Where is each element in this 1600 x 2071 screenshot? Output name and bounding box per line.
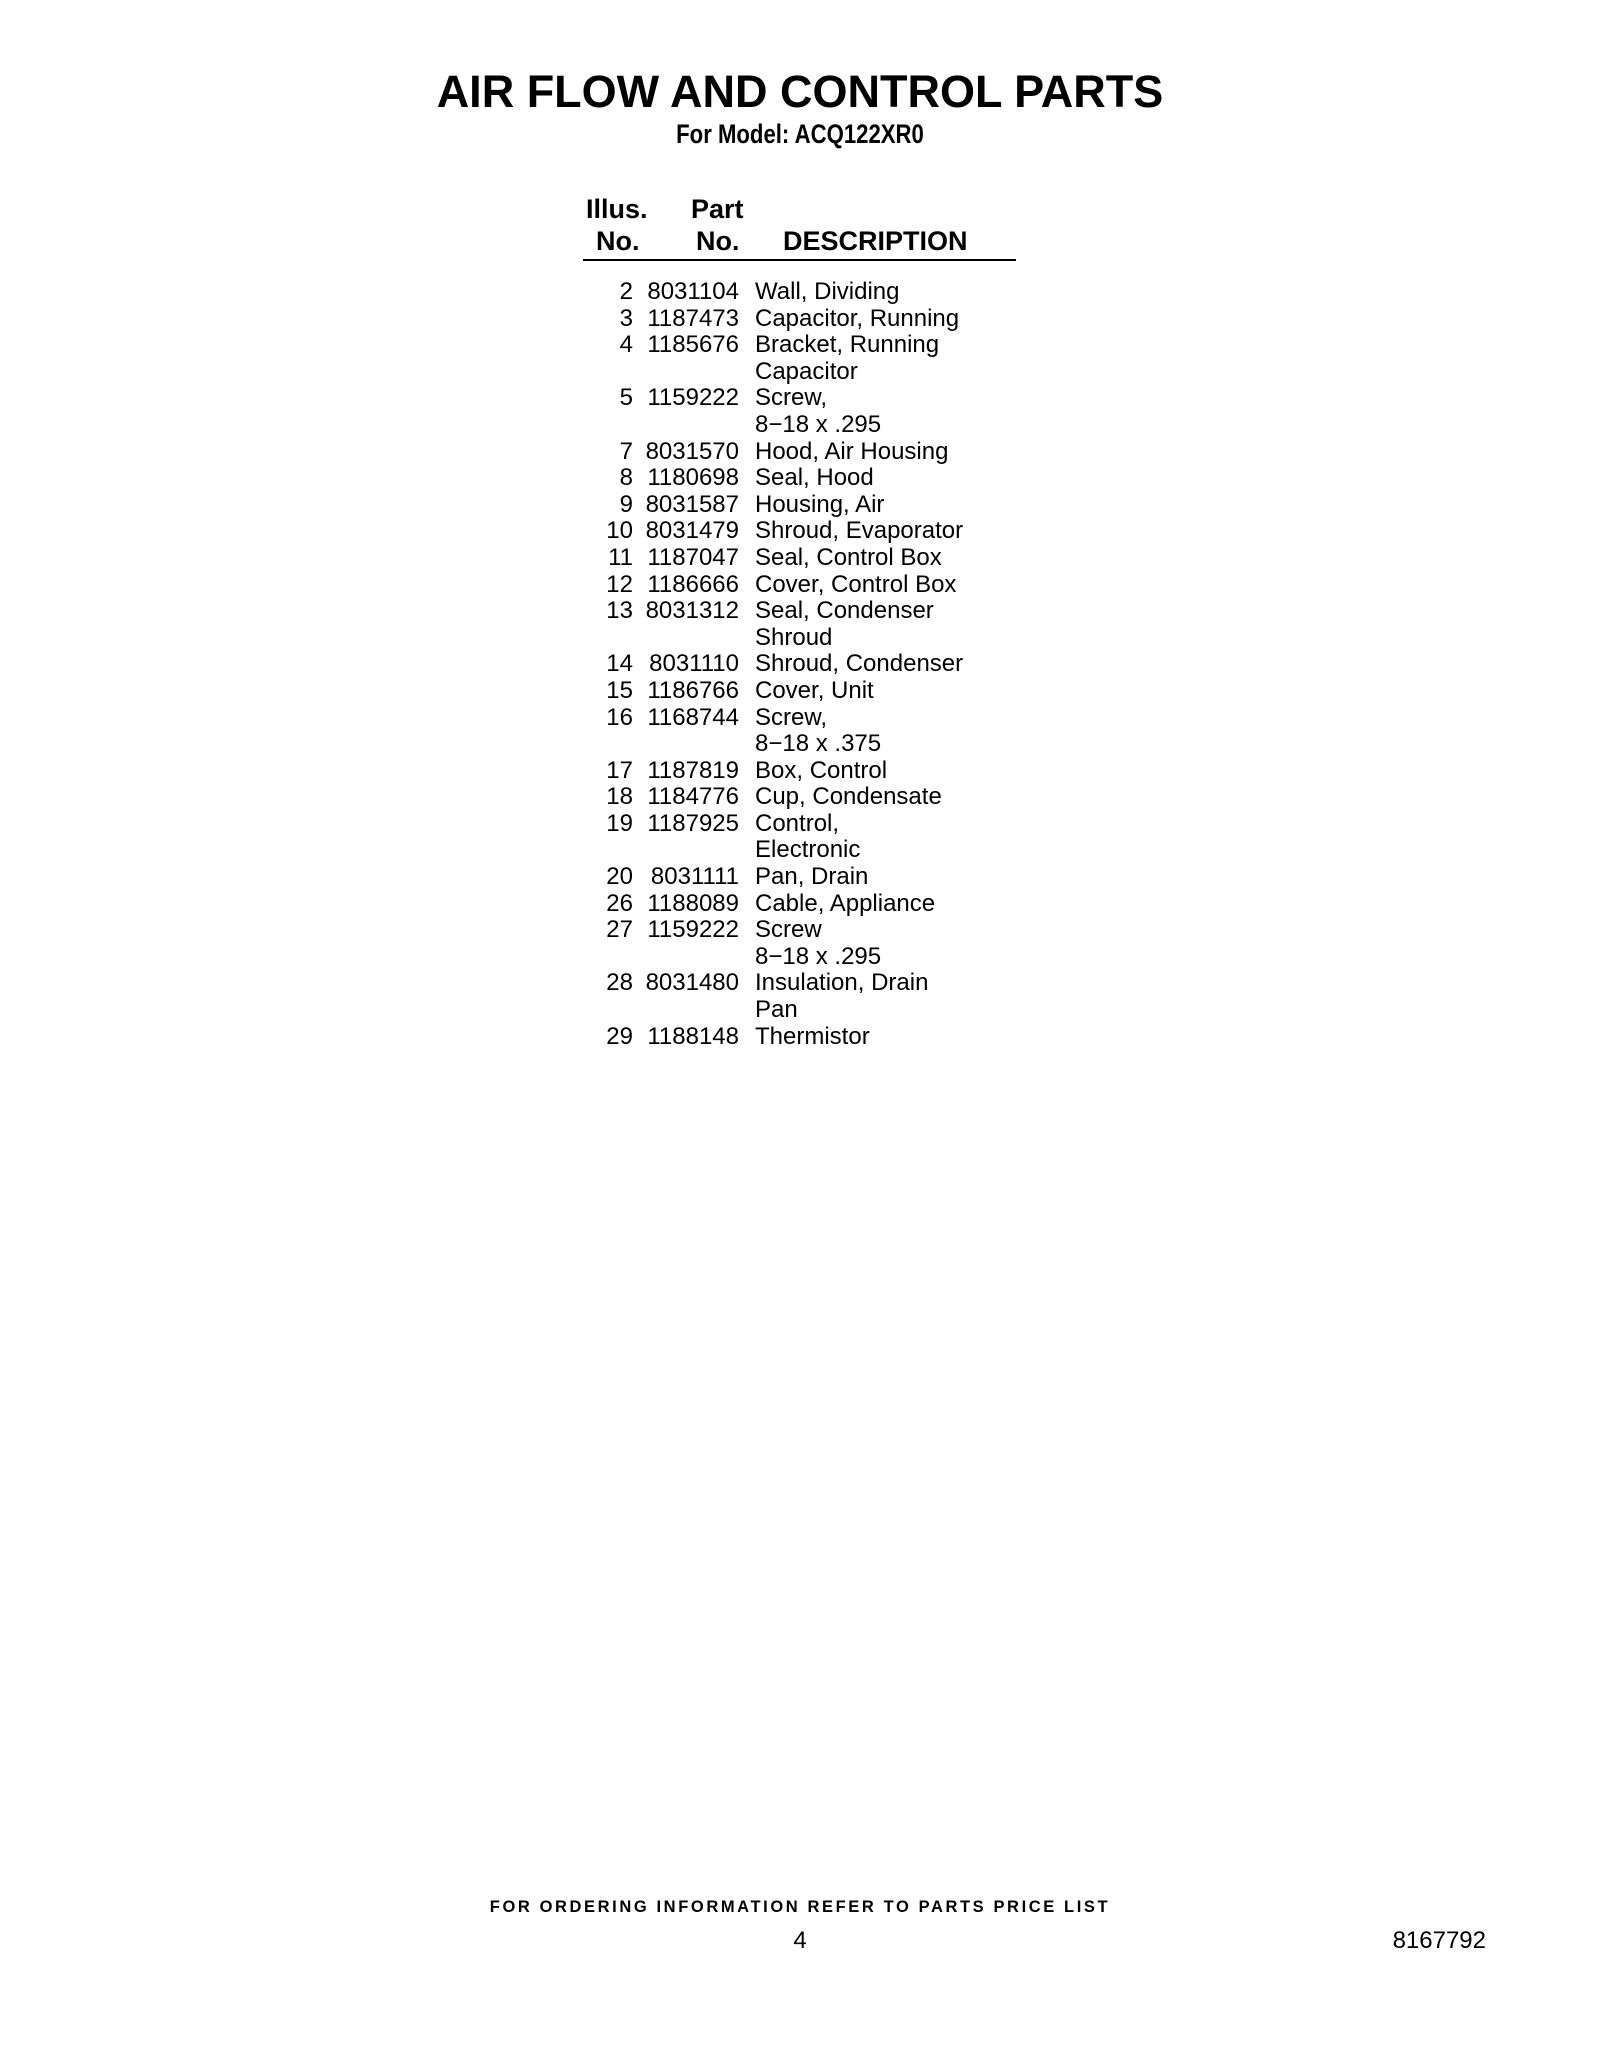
part-description <box>739 492 1016 519</box>
part-number: 1168744 <box>647 703 739 731</box>
header-illus-line1: Illus. <box>586 194 648 224</box>
part-number: 8031570 <box>645 437 739 465</box>
illus-number: 17 <box>606 756 633 784</box>
part-description <box>739 651 1016 678</box>
illus-number: 9 <box>619 490 633 518</box>
description-line: Seal, Control Box <box>755 543 942 571</box>
description-line: Thermistor <box>755 1022 870 1050</box>
part-number: 1185676 <box>647 331 739 359</box>
description-line: Screw, <box>755 384 828 412</box>
illus-number: 28 <box>606 969 633 997</box>
table-row <box>583 1024 1016 1051</box>
table-row <box>583 306 1016 333</box>
model-subtitle: For Model: ACQ122XR0 <box>676 119 924 149</box>
description-line: 8−18 x .295 <box>755 410 882 438</box>
page-title: AIR FLOW AND CONTROL PARTS <box>436 66 1164 117</box>
part-number: 1187819 <box>647 756 739 784</box>
illus-number: 2 <box>619 278 633 305</box>
description-line: Housing, Air <box>755 490 885 518</box>
table-row <box>583 864 1016 891</box>
part-number: 1188148 <box>647 1022 739 1050</box>
part-description <box>739 864 1016 891</box>
part-description <box>739 758 1016 785</box>
part-number: 1180698 <box>647 464 739 492</box>
part-description <box>739 917 1016 970</box>
description-line: Electronic <box>755 836 861 864</box>
table-row <box>583 572 1016 599</box>
illus-number: 13 <box>606 597 633 625</box>
illus-number: 7 <box>619 437 633 465</box>
table-row <box>583 518 1016 545</box>
illus-number: 11 <box>608 543 633 571</box>
part-description <box>739 332 1016 385</box>
table-header <box>583 193 1016 261</box>
table-row <box>583 439 1016 466</box>
header-illus-line2: No. <box>596 226 640 256</box>
illus-number: 15 <box>606 676 633 704</box>
part-number: 1159222 <box>647 384 739 412</box>
header-part-line2: No. <box>696 226 740 256</box>
part-number: 8031479 <box>645 517 739 545</box>
illus-number: 12 <box>606 570 633 598</box>
description-line: 8−18 x .375 <box>755 730 882 758</box>
part-description <box>739 306 1016 333</box>
table-row <box>583 891 1016 918</box>
description-line: Seal, Condenser <box>755 597 934 625</box>
part-description <box>739 465 1016 492</box>
part-number: 1187047 <box>647 543 739 571</box>
parts-list <box>583 279 1016 1050</box>
illus-number: 26 <box>606 889 633 917</box>
table-row <box>583 705 1016 758</box>
part-number: 1186666 <box>647 570 739 598</box>
part-description <box>739 1024 1016 1051</box>
part-description <box>739 572 1016 599</box>
illus-number: 14 <box>606 650 633 678</box>
illus-number: 29 <box>606 1022 633 1050</box>
description-line: Wall, Dividing <box>755 278 900 305</box>
table-row <box>583 598 1016 651</box>
table-row <box>583 279 1016 306</box>
part-number: 8031110 <box>649 650 739 678</box>
description-line: Box, Control <box>755 756 888 784</box>
illus-number: 8 <box>619 464 633 492</box>
ordering-note: FOR ORDERING INFORMATION REFER TO PARTS PRICE LIST <box>489 1898 1111 1916</box>
header-description: DESCRIPTION <box>783 226 968 256</box>
illus-number: 4 <box>619 331 633 359</box>
part-description <box>739 279 1016 306</box>
part-description <box>739 518 1016 545</box>
part-number: 1187473 <box>647 304 739 332</box>
document-number: 8167792 <box>1392 1927 1486 1954</box>
description-line: Screw, <box>755 703 828 731</box>
description-line: Screw <box>755 916 822 944</box>
part-description <box>739 545 1016 572</box>
description-line: Cable, Appliance <box>755 889 936 917</box>
part-number: 8031312 <box>645 597 739 625</box>
part-number: 1184776 <box>647 783 739 811</box>
part-number: 8031111 <box>650 863 739 891</box>
part-description <box>739 678 1016 705</box>
page-number: 4 <box>793 1927 807 1954</box>
table-row <box>583 758 1016 785</box>
part-description <box>739 598 1016 651</box>
illus-number: 10 <box>606 517 633 545</box>
table-row <box>583 970 1016 1023</box>
table-row <box>583 332 1016 385</box>
part-description <box>739 811 1016 864</box>
description-line: Shroud, Condenser <box>755 650 964 678</box>
table-row <box>583 651 1016 678</box>
part-number: 1159222 <box>647 916 739 944</box>
description-line: Cover, Unit <box>755 676 874 704</box>
description-line: Capacitor, Running <box>755 304 960 332</box>
part-description <box>739 891 1016 918</box>
part-number: 1186766 <box>647 676 739 704</box>
part-description <box>739 705 1016 758</box>
description-line: Insulation, Drain <box>755 969 929 997</box>
table-row <box>583 917 1016 970</box>
illus-number: 19 <box>606 809 633 837</box>
part-number: 8031587 <box>645 490 739 518</box>
description-line: Cup, Condensate <box>755 783 942 811</box>
description-line: Bracket, Running <box>755 331 940 359</box>
header-part-line1: Part <box>691 194 744 224</box>
description-line: Control, <box>755 809 840 837</box>
part-description <box>739 784 1016 811</box>
description-line: Seal, Hood <box>755 464 874 492</box>
description-line: Pan <box>755 996 798 1024</box>
table-row <box>583 784 1016 811</box>
description-line: Shroud, Evaporator <box>755 517 964 545</box>
table-row <box>583 811 1016 864</box>
illus-number: 18 <box>606 783 633 811</box>
illus-number: 16 <box>606 703 633 731</box>
illus-number: 27 <box>606 916 633 944</box>
parts-table <box>583 193 1016 1050</box>
table-row <box>583 545 1016 572</box>
table-row <box>583 492 1016 519</box>
description-line: Shroud <box>755 623 833 651</box>
table-row <box>583 678 1016 705</box>
illus-number: 3 <box>619 304 633 332</box>
part-number: 8031480 <box>645 969 739 997</box>
part-description <box>739 385 1016 438</box>
part-number: 1188089 <box>647 889 739 917</box>
description-line: Cover, Control Box <box>755 570 957 598</box>
part-number: 1187925 <box>647 809 739 837</box>
description-line: Hood, Air Housing <box>755 437 949 465</box>
description-line: Pan, Drain <box>755 863 869 891</box>
illus-number: 5 <box>619 384 633 412</box>
description-line: 8−18 x .295 <box>755 942 882 970</box>
part-description <box>739 970 1016 1023</box>
table-row <box>583 385 1016 438</box>
illus-number: 20 <box>606 863 633 891</box>
description-line: Capacitor <box>755 357 858 385</box>
table-row <box>583 465 1016 492</box>
part-number: 8031104 <box>647 278 739 305</box>
part-description <box>739 439 1016 466</box>
